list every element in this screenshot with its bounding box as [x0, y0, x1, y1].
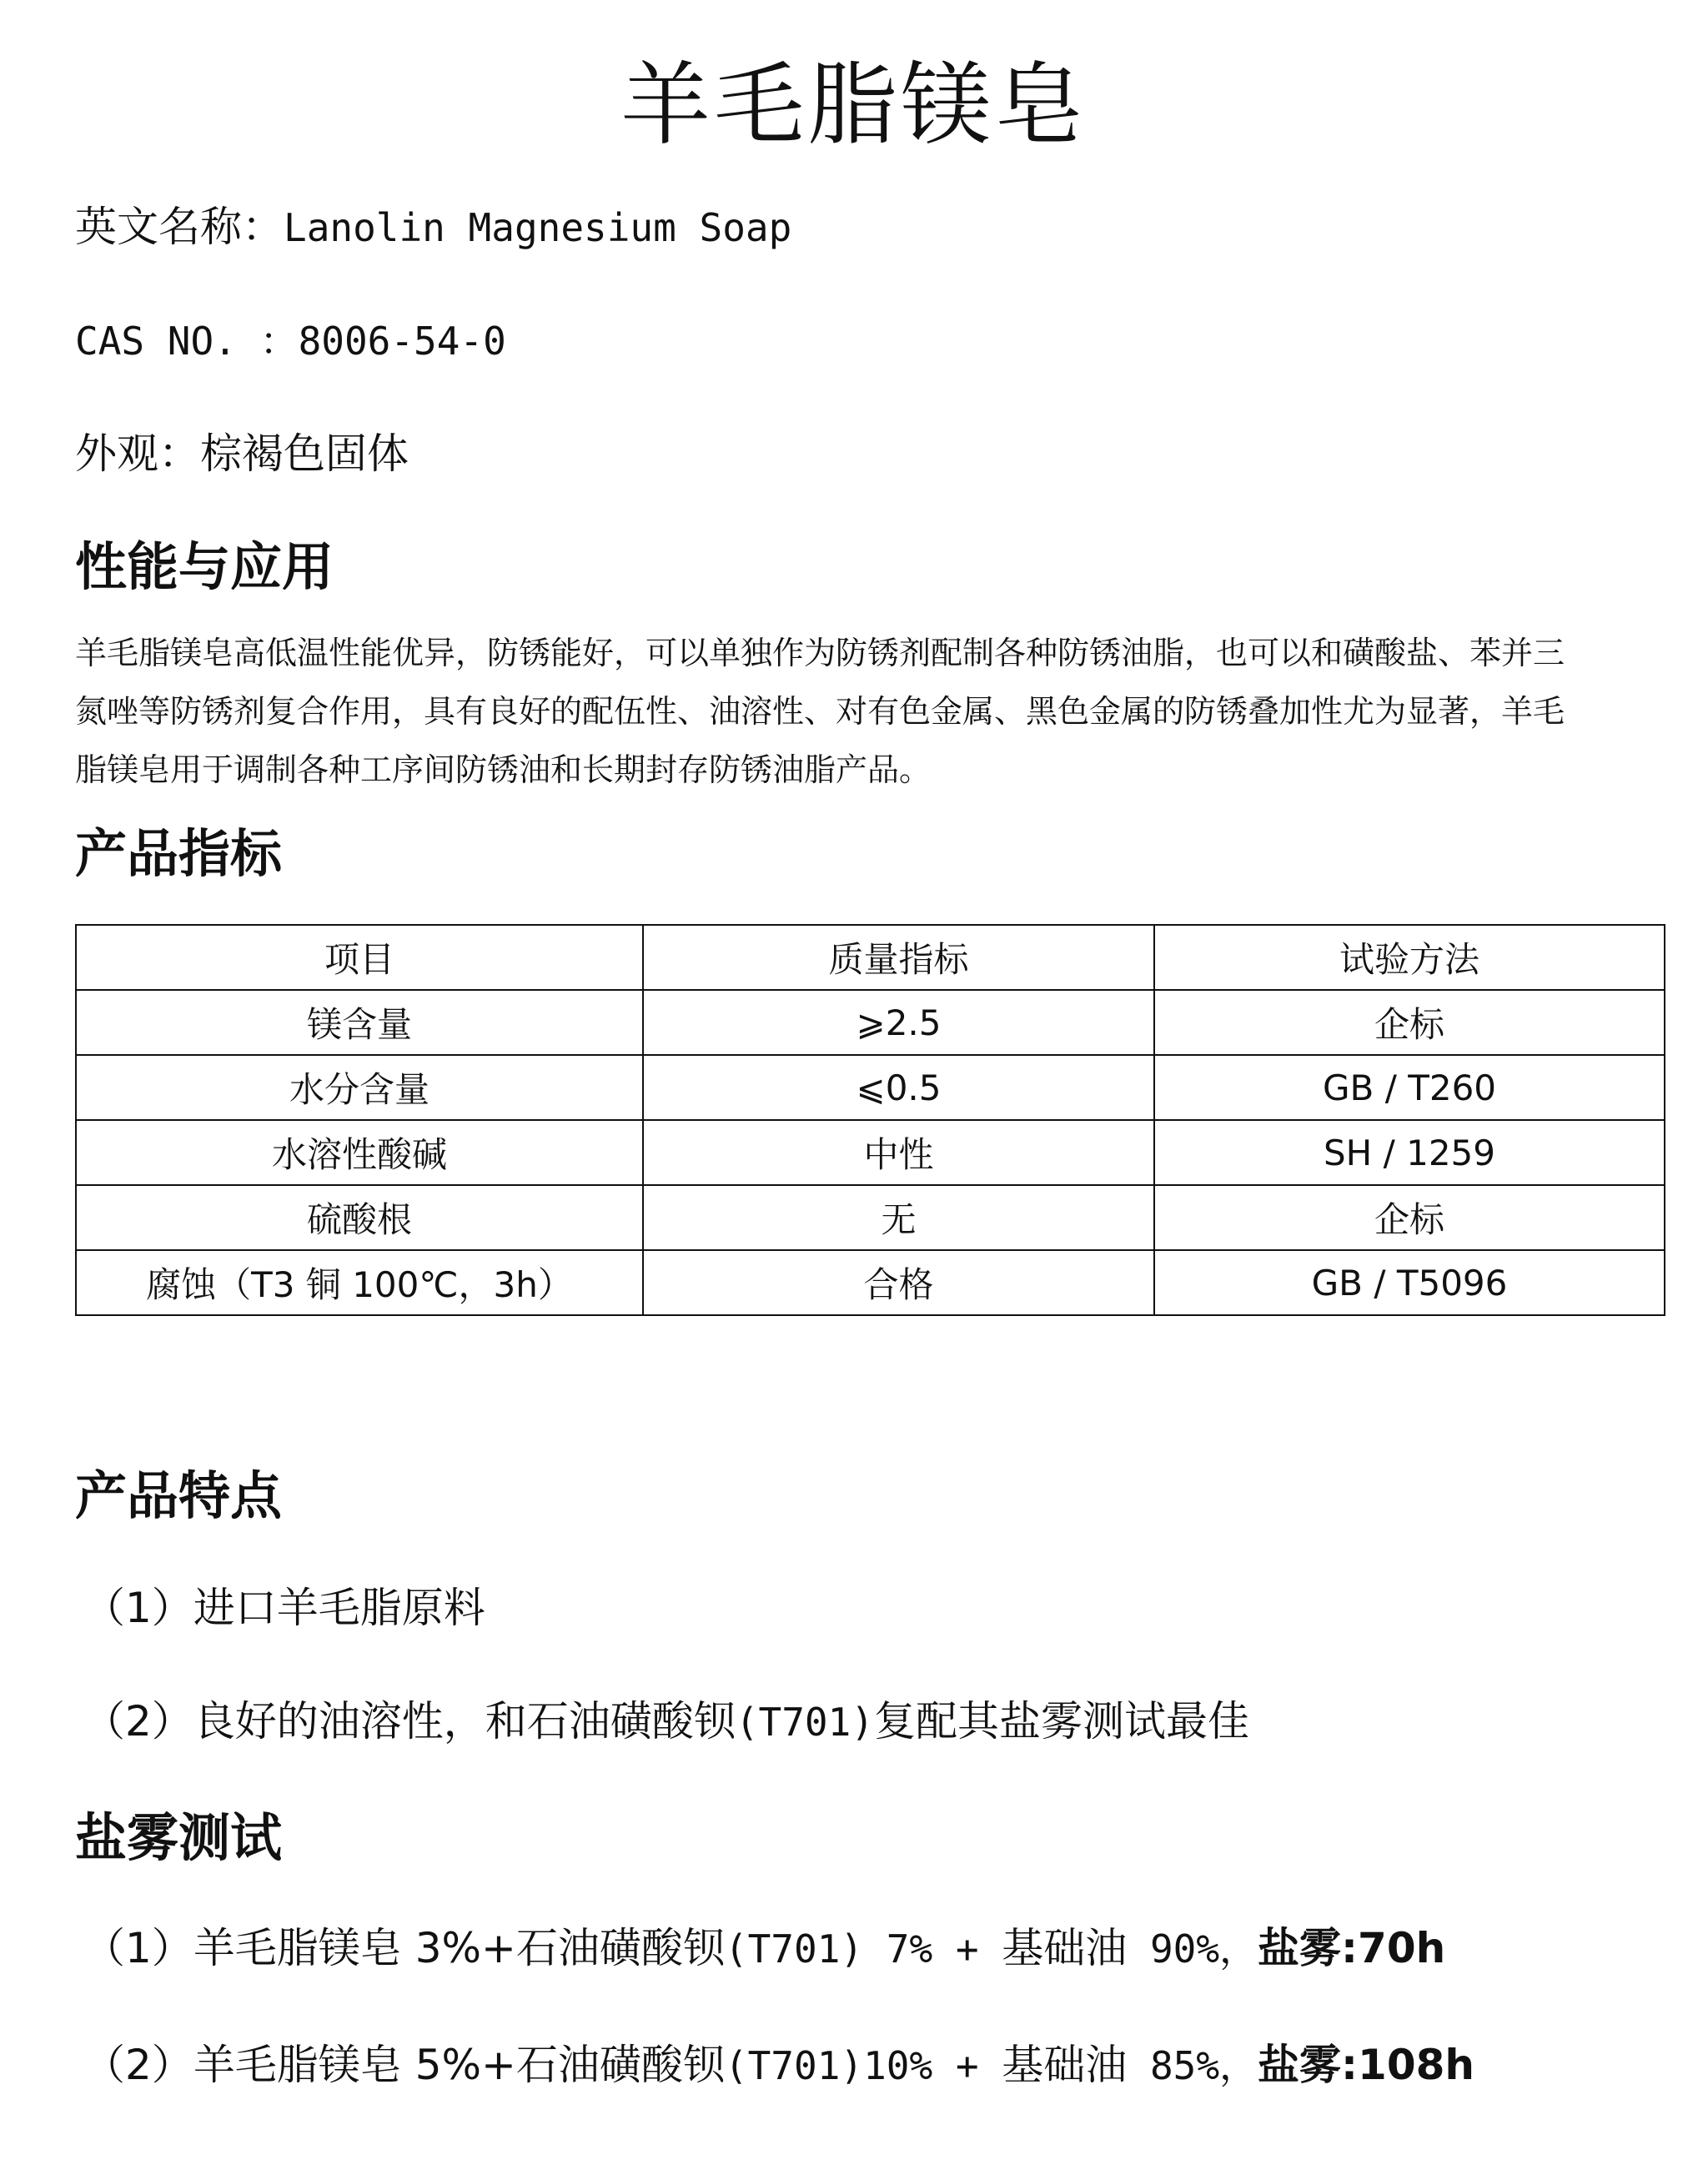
- salt-spray-formula-code: (T701) 7% +: [724, 1926, 1002, 1972]
- performance-paragraph: 羊毛脂镁皂高低温性能优异，防锈能好，可以单独作为防锈剂配制各种防锈油脂，也可以和磺酸盐、苯并三氮唑等防锈剂复合作用，具有良好的配伍性、油溶性、对有色金属、黑色金属的防锈叠加性尤为显著，羊毛脂镁皂用于调制各种工序间防锈油和长期封存防锈油脂产品。: [75, 635, 1565, 788]
- table-cell-item: 镁含量: [76, 990, 643, 1055]
- table-cell-quality: 无: [643, 1185, 1154, 1250]
- salt-spray-item-2: [83, 2038, 1474, 2092]
- feature-item-text: 良好的油溶性，和石油磺酸钡: [193, 1697, 736, 1746]
- english-name-value: Lanolin Magnesium Soap: [284, 205, 792, 250]
- salt-spray-formula: 羊毛脂镁皂 5%+石油磺酸钡: [193, 2041, 725, 2089]
- document-title: 羊毛脂镁皂: [620, 53, 1088, 158]
- spec-table-header-row: [76, 925, 1665, 990]
- salt-spray-result: 盐雾:70h: [1258, 1924, 1446, 1972]
- table-cell-method: GB / T260: [1154, 1055, 1665, 1120]
- specs-heading: 产品指标: [75, 823, 283, 884]
- salt-spray-heading: 盐雾测试: [75, 1807, 283, 1868]
- salt-spray-prefix: （1）: [83, 1924, 193, 1972]
- table-cell-item: 水溶性酸碱: [76, 1120, 643, 1185]
- salt-spray-item-1: [83, 1921, 1445, 1976]
- table-cell-quality: 中性: [643, 1120, 1154, 1185]
- salt-spray-base-oil: 基础油: [1002, 1924, 1128, 1972]
- salt-spray-base-oil: 基础油: [1002, 2041, 1128, 2089]
- column-header-item: 项目: [76, 925, 643, 990]
- table-row: [76, 1250, 1665, 1315]
- feature-item-text: 进口羊毛脂原料: [193, 1584, 485, 1632]
- table-row: [76, 1120, 1665, 1185]
- table-cell-method: 企标: [1154, 990, 1665, 1055]
- feature-item-prefix: （1）: [83, 1584, 193, 1632]
- table-cell-method: 企标: [1154, 1185, 1665, 1250]
- salt-spray-formula: 羊毛脂镁皂 3%+石油磺酸钡: [193, 1924, 725, 1972]
- salt-spray-formula-code: (T701)10% +: [724, 2043, 1002, 2088]
- cas-value: 8006-54-0: [298, 319, 506, 364]
- feature-item-1: [83, 1581, 485, 1635]
- table-cell-item: 腐蚀（T3 铜 100℃，3h）: [76, 1250, 643, 1315]
- performance-heading: 性能与应用: [75, 536, 334, 597]
- cas-label: CAS NO. ：: [75, 319, 299, 364]
- table-cell-quality: ⩽0.5: [643, 1055, 1154, 1120]
- appearance-value: 棕褐色固体: [200, 429, 409, 478]
- table-cell-method: GB / T5096: [1154, 1250, 1665, 1315]
- spec-table: [75, 924, 1665, 1316]
- feature-item-prefix: （2）: [83, 1697, 193, 1746]
- english-name-label: 英文名称：: [75, 203, 284, 251]
- table-cell-quality: 合格: [643, 1250, 1154, 1315]
- features-heading: 产品特点: [75, 1465, 283, 1526]
- column-header-quality: 质量指标: [643, 925, 1154, 990]
- table-row: [76, 990, 1665, 1055]
- table-cell-quality: ⩾2.5: [643, 990, 1154, 1055]
- table-cell-item: 硫酸根: [76, 1185, 643, 1250]
- appearance-label: 外观：: [75, 429, 200, 478]
- salt-spray-base-oil-pct: 90%，: [1127, 1926, 1258, 1972]
- cas-line: [75, 314, 506, 368]
- salt-spray-result: 盐雾:108h: [1258, 2041, 1475, 2089]
- table-cell-item: 水分含量: [76, 1055, 643, 1120]
- salt-spray-base-oil-pct: 85%，: [1127, 2043, 1258, 2088]
- table-row: [76, 1185, 1665, 1250]
- feature-item-2: [83, 1695, 1249, 1749]
- english-name-line: [75, 200, 791, 254]
- table-cell-method: SH / 1259: [1154, 1120, 1665, 1185]
- salt-spray-prefix: （2）: [83, 2041, 193, 2089]
- appearance-line: [75, 427, 409, 480]
- table-row: [76, 1055, 1665, 1120]
- column-header-method: 试验方法: [1154, 925, 1665, 990]
- feature-item-text-tail: 复配其盐雾测试最佳: [873, 1697, 1249, 1746]
- feature-item-code: (T701): [735, 1700, 874, 1745]
